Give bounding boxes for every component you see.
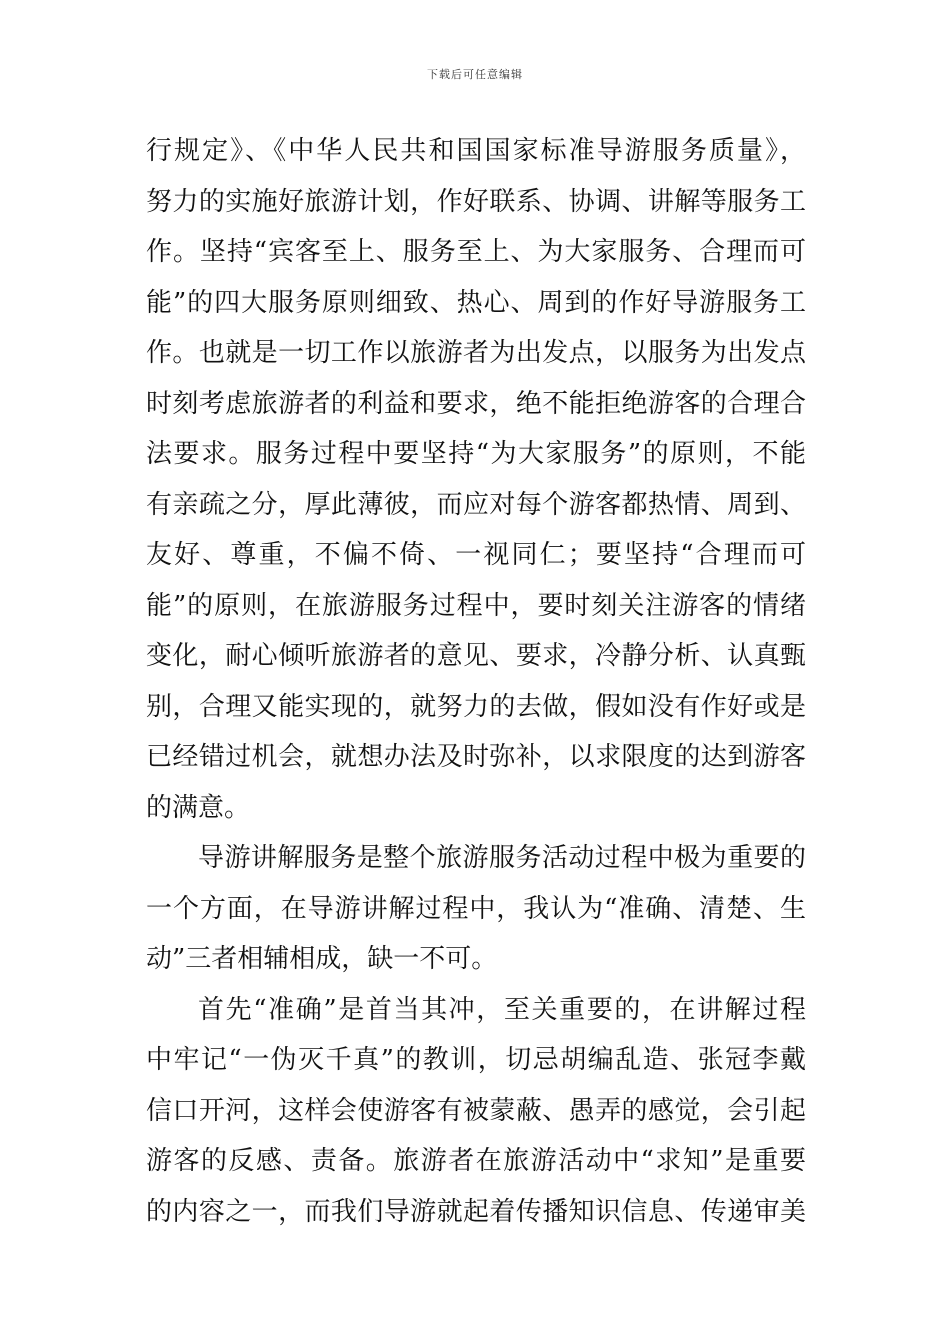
paragraph-first-line: 导游讲解服务是整个旅游服务活动过程中极为重要的 [198,843,806,873]
paragraph-line: 能”的原则，在旅游服务过程中，要时刻关注游客的情绪 [146,590,806,621]
paragraph-line: 游客的反感、责备。旅游者在旅游活动中“求知”是重要 [146,1146,806,1176]
paragraph-line: 中牢记“一伪灭千真”的教训，切忌胡编乱造、张冠李戴 [146,1045,806,1075]
paragraph-line: 作。坚持“宾客至上、服务至上、为大家服务、合理而可 [146,237,806,267]
paragraph-line: 的内容之一，而我们导游就起着传播知识信息、传递审美 [146,1196,806,1227]
paragraph-line: 时刻考虑旅游者的利益和要求，绝不能拒绝游客的合理合 [146,388,806,419]
paragraph-line: 作。也就是一切工作以旅游者为出发点，以服务为出发点 [146,338,806,368]
paragraph-line: 别，合理又能实现的，就努力的去做，假如没有作好或是 [146,691,806,722]
paragraph-line: 变化，耐心倾听旅游者的意见、要求，冷静分析、认真甄 [146,641,806,671]
paragraph-line: 友好、尊重，不偏不倚、一视同仁；要坚持“合理而可 [146,540,806,570]
paragraph-line: 行规定》、《中华人民共和国国家标准导游服务质量》， [146,136,806,166]
paragraph-line: 动”三者相辅相成，缺一不可。 [146,944,498,974]
paragraph-line: 有亲疏之分，厚此薄彼，而应对每个游客都热情、周到、 [146,489,806,520]
paragraph-line: 能”的四大服务原则细致、热心、周到的作好导游服务工 [146,287,806,318]
paragraph-line: 法要求。服务过程中要坚持“为大家服务”的原则，不能 [146,439,806,469]
paragraph-line: 一个方面，在导游讲解过程中，我认为“准确、清楚、生 [146,893,806,924]
paragraph-line: 信口开河，这样会使游客有被蒙蔽、愚弄的感觉，会引起 [146,1095,806,1126]
header-note: 下载后可任意编辑 [427,68,523,81]
document-body [146,126,806,1237]
paragraph-line: 努力的实施好旅游计划，作好联系、协调、讲解等服务工 [146,186,806,217]
paragraph-line: 的满意。 [146,792,251,823]
paragraph-line: 已经错过机会，就想办法及时弥补，以求限度的达到游客 [146,742,806,772]
paragraph-first-line: 首先“准确”是首当其冲，至关重要的，在讲解过程 [198,994,806,1025]
